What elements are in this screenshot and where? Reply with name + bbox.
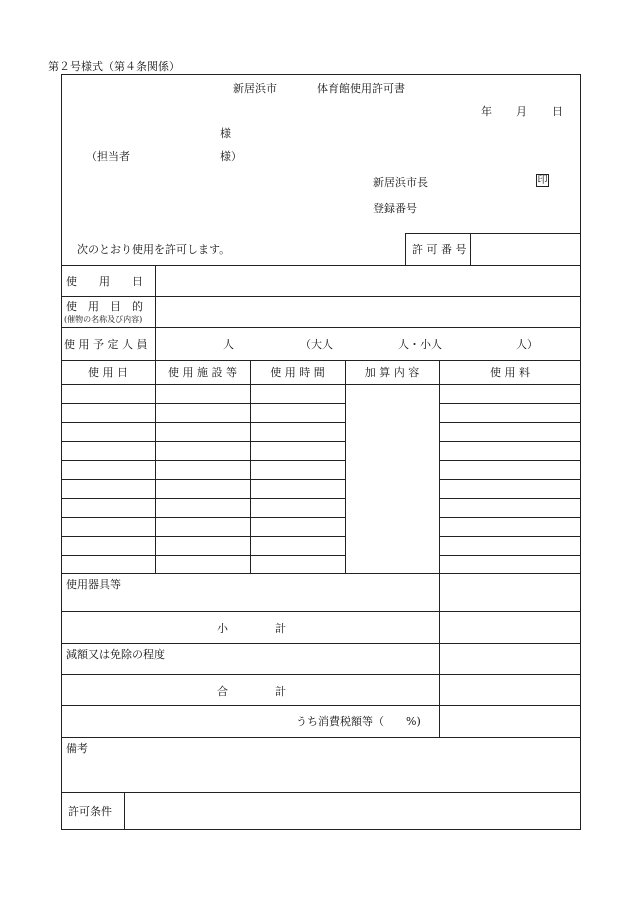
col-header-addition: 加 算 内 容 [364, 366, 420, 379]
table-col-line-3 [345, 360, 346, 573]
document-title: 体育館使用許可書 [317, 82, 405, 95]
tantosha-label: （担当者 [86, 150, 130, 163]
label-col-line [155, 265, 156, 360]
line-643 [61, 643, 581, 644]
row-line-fee [439, 555, 581, 556]
permit-number-mid-line [470, 233, 471, 265]
row-line-left [61, 403, 345, 404]
row-line-left [61, 555, 345, 556]
adult-child-label: 人・小人 [398, 338, 442, 351]
use-date-label: 使 用 日 [66, 275, 143, 288]
line-296 [61, 296, 581, 297]
date-year: 年 [481, 105, 492, 118]
remarks-label: 備考 [66, 742, 88, 755]
row-line-left [61, 517, 345, 518]
total-label-1: 合 [217, 685, 228, 698]
line-327 [61, 327, 581, 328]
date-day: 日 [552, 105, 563, 118]
line-674 [61, 674, 581, 675]
col-header-fee: 使 用 料 [490, 366, 530, 379]
seal-mark: 印 [537, 175, 548, 186]
tantosha-sama: 様） [220, 150, 242, 163]
row-line-left [61, 536, 345, 537]
line-792 [61, 792, 581, 793]
row-line-fee [439, 403, 581, 404]
purpose-label: 使 用 目 的 [66, 300, 143, 313]
permit-number-left-line [405, 233, 406, 265]
col-header-time: 使 用 時 間 [270, 366, 325, 379]
row-line-left [61, 498, 345, 499]
row-line-left [61, 460, 345, 461]
form-number: 第２号様式（第４条関係） [48, 60, 180, 73]
row-line-left [61, 422, 345, 423]
conditions-label: 許可条件 [68, 805, 112, 818]
line-737 [61, 737, 581, 738]
date-month: 月 [516, 105, 527, 118]
line-265 [61, 265, 581, 266]
purpose-note: (催物の名称及び内容) [64, 315, 143, 324]
fee-col-line [439, 360, 440, 737]
row-line-left [61, 479, 345, 480]
mayor-label: 新居浜市長 [373, 176, 428, 189]
adult-label: （大人 [300, 338, 333, 351]
table-col-line-1 [155, 360, 156, 573]
people-unit: 人 [223, 338, 234, 351]
line-360 [61, 360, 581, 361]
subtotal-label-2: 計 [275, 622, 286, 635]
reduction-label: 減額又は免除の程度 [66, 648, 165, 661]
row-line-fee [439, 460, 581, 461]
total-label-2: 計 [275, 685, 286, 698]
tax-label: うち消費税額等（ %) [296, 715, 421, 728]
city-name: 新居浜市 [233, 82, 277, 95]
line-573 [61, 573, 581, 574]
col-header-use-date: 使 用 日 [88, 366, 128, 379]
registration-label: 登録番号 [373, 202, 417, 215]
line-611 [61, 611, 581, 612]
row-line-fee [439, 479, 581, 480]
line-384 [61, 384, 581, 385]
conditions-col-line [124, 792, 125, 830]
equipment-label: 使用器具等 [66, 578, 121, 591]
permit-number-top-line [405, 233, 581, 234]
planned-people-label: 使 用 予 定 人 員 [64, 338, 148, 351]
recipient-sama: 様 [220, 127, 231, 140]
line-705 [61, 705, 581, 706]
permit-statement: 次のとおり使用を許可します。 [77, 243, 231, 256]
row-line-fee [439, 498, 581, 499]
row-line-fee [439, 517, 581, 518]
permit-number-label: 許 可 番 号 [412, 243, 467, 256]
table-col-line-2 [250, 360, 251, 573]
col-header-facility: 使 用 施 設 等 [168, 366, 237, 379]
row-line-fee [439, 536, 581, 537]
row-line-fee [439, 441, 581, 442]
row-line-fee [439, 422, 581, 423]
row-line-left [61, 441, 345, 442]
child-close-label: 人） [516, 338, 538, 351]
subtotal-label-1: 小 [217, 622, 228, 635]
